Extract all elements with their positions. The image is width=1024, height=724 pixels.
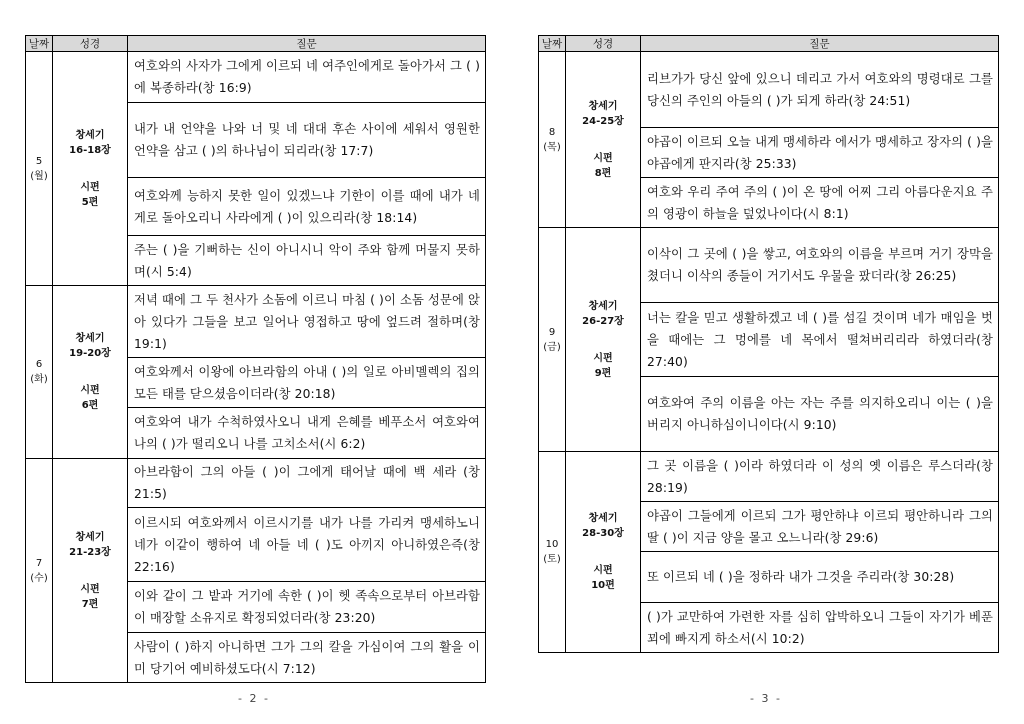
- question-cell: 그 곳 이름을 ( )이라 하였더라 이 성의 옛 이름은 루스더라(창 28:19): [641, 452, 999, 502]
- table-row: [26, 459, 486, 508]
- question-cell: 여호와의 사자가 그에게 이르되 네 여주인에게로 돌아가서 그 ( )에 복종하라(창 16:9): [128, 52, 486, 103]
- bible-cell: [566, 228, 641, 452]
- bible-cell: [53, 286, 128, 459]
- day-cell: [539, 452, 566, 653]
- chapter-range: 16-18장: [69, 144, 111, 156]
- question-cell: 여호와께 능하지 못한 일이 있겠느냐 기한이 이를 때에 내가 네게로 돌아오리니 사라에게 ( )이 있으리라(창 18:14): [128, 178, 486, 236]
- page-left: [25, 35, 486, 683]
- day-weekday: (월): [30, 170, 48, 182]
- question-cell: 아브라함이 그의 아들 ( )이 그에게 태어날 때에 백 세라 (창 21:5): [128, 459, 486, 508]
- question-cell: ( )가 교만하여 가련한 자를 심히 압박하오니 그들이 자기가 베푼 꾀에 빠지게 하소서(시 10:2): [641, 603, 999, 653]
- chapter-range: 21-23장: [69, 546, 111, 558]
- header-bible: 성경: [566, 36, 641, 52]
- chapter-range: 24-25장: [582, 115, 624, 127]
- question-cell: 이삭이 그 곳에 ( )을 쌓고, 여호와의 이름을 부르며 거기 장막을 쳤더니 이삭의 종들이 거기서도 우물을 팠더라(창 26:25): [641, 228, 999, 303]
- psalm-number: 7편: [81, 598, 99, 610]
- chapter-range: 28-30장: [582, 528, 624, 539]
- bible-cell: [53, 459, 128, 683]
- header-day: 날짜: [26, 36, 53, 52]
- psalm-label: 시편: [80, 583, 100, 595]
- table-header: [539, 36, 999, 52]
- day-cell: [26, 286, 53, 459]
- book-name: 창세기: [588, 100, 618, 112]
- question-cell: 여호와여 주의 이름을 아는 자는 주를 의지하오리니 이는 ( )을 버리지 아니하심이니이다(시 9:10): [641, 377, 999, 452]
- page-right: [538, 35, 999, 653]
- bible-cell: [566, 452, 641, 653]
- day-weekday: (수): [30, 572, 48, 584]
- day-weekday: (토): [543, 554, 561, 565]
- day-weekday: (금): [543, 341, 561, 353]
- question-cell: 이르시되 여호와께서 이르시기를 내가 나를 가리켜 맹세하노니 네가 이같이 행하여 네 아들 네 ( )도 아끼지 아니하였은즉(창 22:16): [128, 508, 486, 582]
- table-row: [26, 286, 486, 358]
- chapter-range: 26-27장: [582, 315, 624, 327]
- day-number: 10: [545, 539, 559, 550]
- page-number: - 3 -: [750, 692, 782, 705]
- question-table-right: [538, 35, 999, 653]
- table-header: [26, 36, 486, 52]
- question-cell: 리브가가 당신 앞에 있으니 데리고 가서 여호와의 명령대로 그를 당신의 주인의 아들의 ( )가 되게 하라(창 24:51): [641, 52, 999, 128]
- day-number: 7: [35, 557, 43, 569]
- question-cell: 내가 내 언약을 나와 너 및 네 대대 후손 사이에 세워서 영원한 언약을 삼고 ( )의 하나님이 되리라(창 17:7): [128, 103, 486, 178]
- book-name: 창세기: [588, 513, 618, 524]
- book-name: 창세기: [75, 531, 105, 543]
- question-cell: 야곱이 이르되 오늘 내게 맹세하라 에서가 맹세하고 장자의 ( )을 야곱에게 판지라(창 25:33): [641, 128, 999, 178]
- day-number: 9: [548, 326, 556, 338]
- day-weekday: (화): [30, 374, 48, 385]
- question-cell: 사람이 ( )하지 아니하면 그가 그의 칼을 가심이여 그의 활을 이미 당기어 예비하셨도다(시 7:12): [128, 633, 486, 683]
- psalm-number: 8편: [594, 167, 612, 179]
- bible-cell: [566, 52, 641, 228]
- table-row: [539, 228, 999, 303]
- question-table-left: [25, 35, 486, 683]
- header-day: 날짜: [539, 36, 566, 52]
- psalm-label: 시편: [80, 181, 100, 193]
- header-bible: 성경: [53, 36, 128, 52]
- page-number: - 2 -: [238, 692, 270, 705]
- day-cell: [26, 459, 53, 683]
- psalm-number: 10편: [591, 580, 615, 591]
- bible-cell: [53, 52, 128, 286]
- chapter-range: 19-20장: [69, 348, 111, 359]
- day-number: 5: [35, 155, 43, 167]
- day-number: 6: [35, 359, 43, 370]
- psalm-label: 시편: [80, 385, 100, 396]
- day-cell: [539, 228, 566, 452]
- day-weekday: (목): [543, 141, 561, 153]
- question-cell: 여호와 우리 주여 주의 ( )이 온 땅에 어찌 그리 아름다운지요 주의 영광이 하늘을 덮었나이다(시 8:1): [641, 178, 999, 228]
- question-cell: 여호와께서 이왕에 아브라함의 아내 ( )의 일로 아비멜렉의 집의 모든 태를 닫으셨음이더라(창 20:18): [128, 358, 486, 408]
- question-cell: 이와 같이 그 밭과 거기에 속한 ( )이 헷 족속으로부터 아브라함이 매장할 소유지로 확정되었더라(창 23:20): [128, 582, 486, 633]
- question-cell: 너는 칼을 믿고 생활하겠고 네 ( )를 섬길 것이며 네가 매임을 벗을 때에는 그 멍에를 네 목에서 떨쳐버리리라 하였더라(창 27:40): [641, 303, 999, 377]
- book-name: 창세기: [75, 333, 105, 344]
- day-cell: [539, 52, 566, 228]
- question-cell: 주는 ( )을 기뻐하는 신이 아니시니 악이 주와 함께 머물지 못하며(시 5:4): [128, 236, 486, 286]
- psalm-label: 시편: [593, 152, 613, 164]
- question-cell: 여호와여 내가 수척하였사오니 내게 은혜를 베푸소서 여호와여 나의 ( )가 떨리오니 나를 고치소서(시 6:2): [128, 408, 486, 459]
- day-number: 8: [548, 126, 556, 138]
- header-question: 질문: [128, 36, 486, 52]
- table-row: [539, 452, 999, 502]
- psalm-number: 9편: [594, 367, 612, 379]
- psalm-number: 6편: [81, 400, 99, 411]
- day-cell: [26, 52, 53, 286]
- psalm-label: 시편: [593, 352, 613, 364]
- question-cell: 저녁 때에 그 두 천사가 소돔에 이르니 마침 ( )이 소돔 성문에 앉아 있다가 그들을 보고 일어나 영접하고 땅에 엎드려 절하며(창 19:1): [128, 286, 486, 358]
- book-name: 창세기: [75, 129, 105, 141]
- question-cell: 또 이르되 네 ( )을 정하라 내가 그것을 주리라(창 30:28): [641, 552, 999, 603]
- book-name: 창세기: [588, 300, 618, 312]
- table-row: [539, 52, 999, 128]
- table-row: [26, 52, 486, 103]
- header-question: 질문: [641, 36, 999, 52]
- psalm-number: 5편: [81, 196, 99, 208]
- question-cell: 야곱이 그들에게 이르되 그가 평안하냐 이르되 평안하니라 그의 딸 ( )이 지금 양을 몰고 오느니라(창 29:6): [641, 502, 999, 552]
- psalm-label: 시편: [593, 565, 613, 576]
